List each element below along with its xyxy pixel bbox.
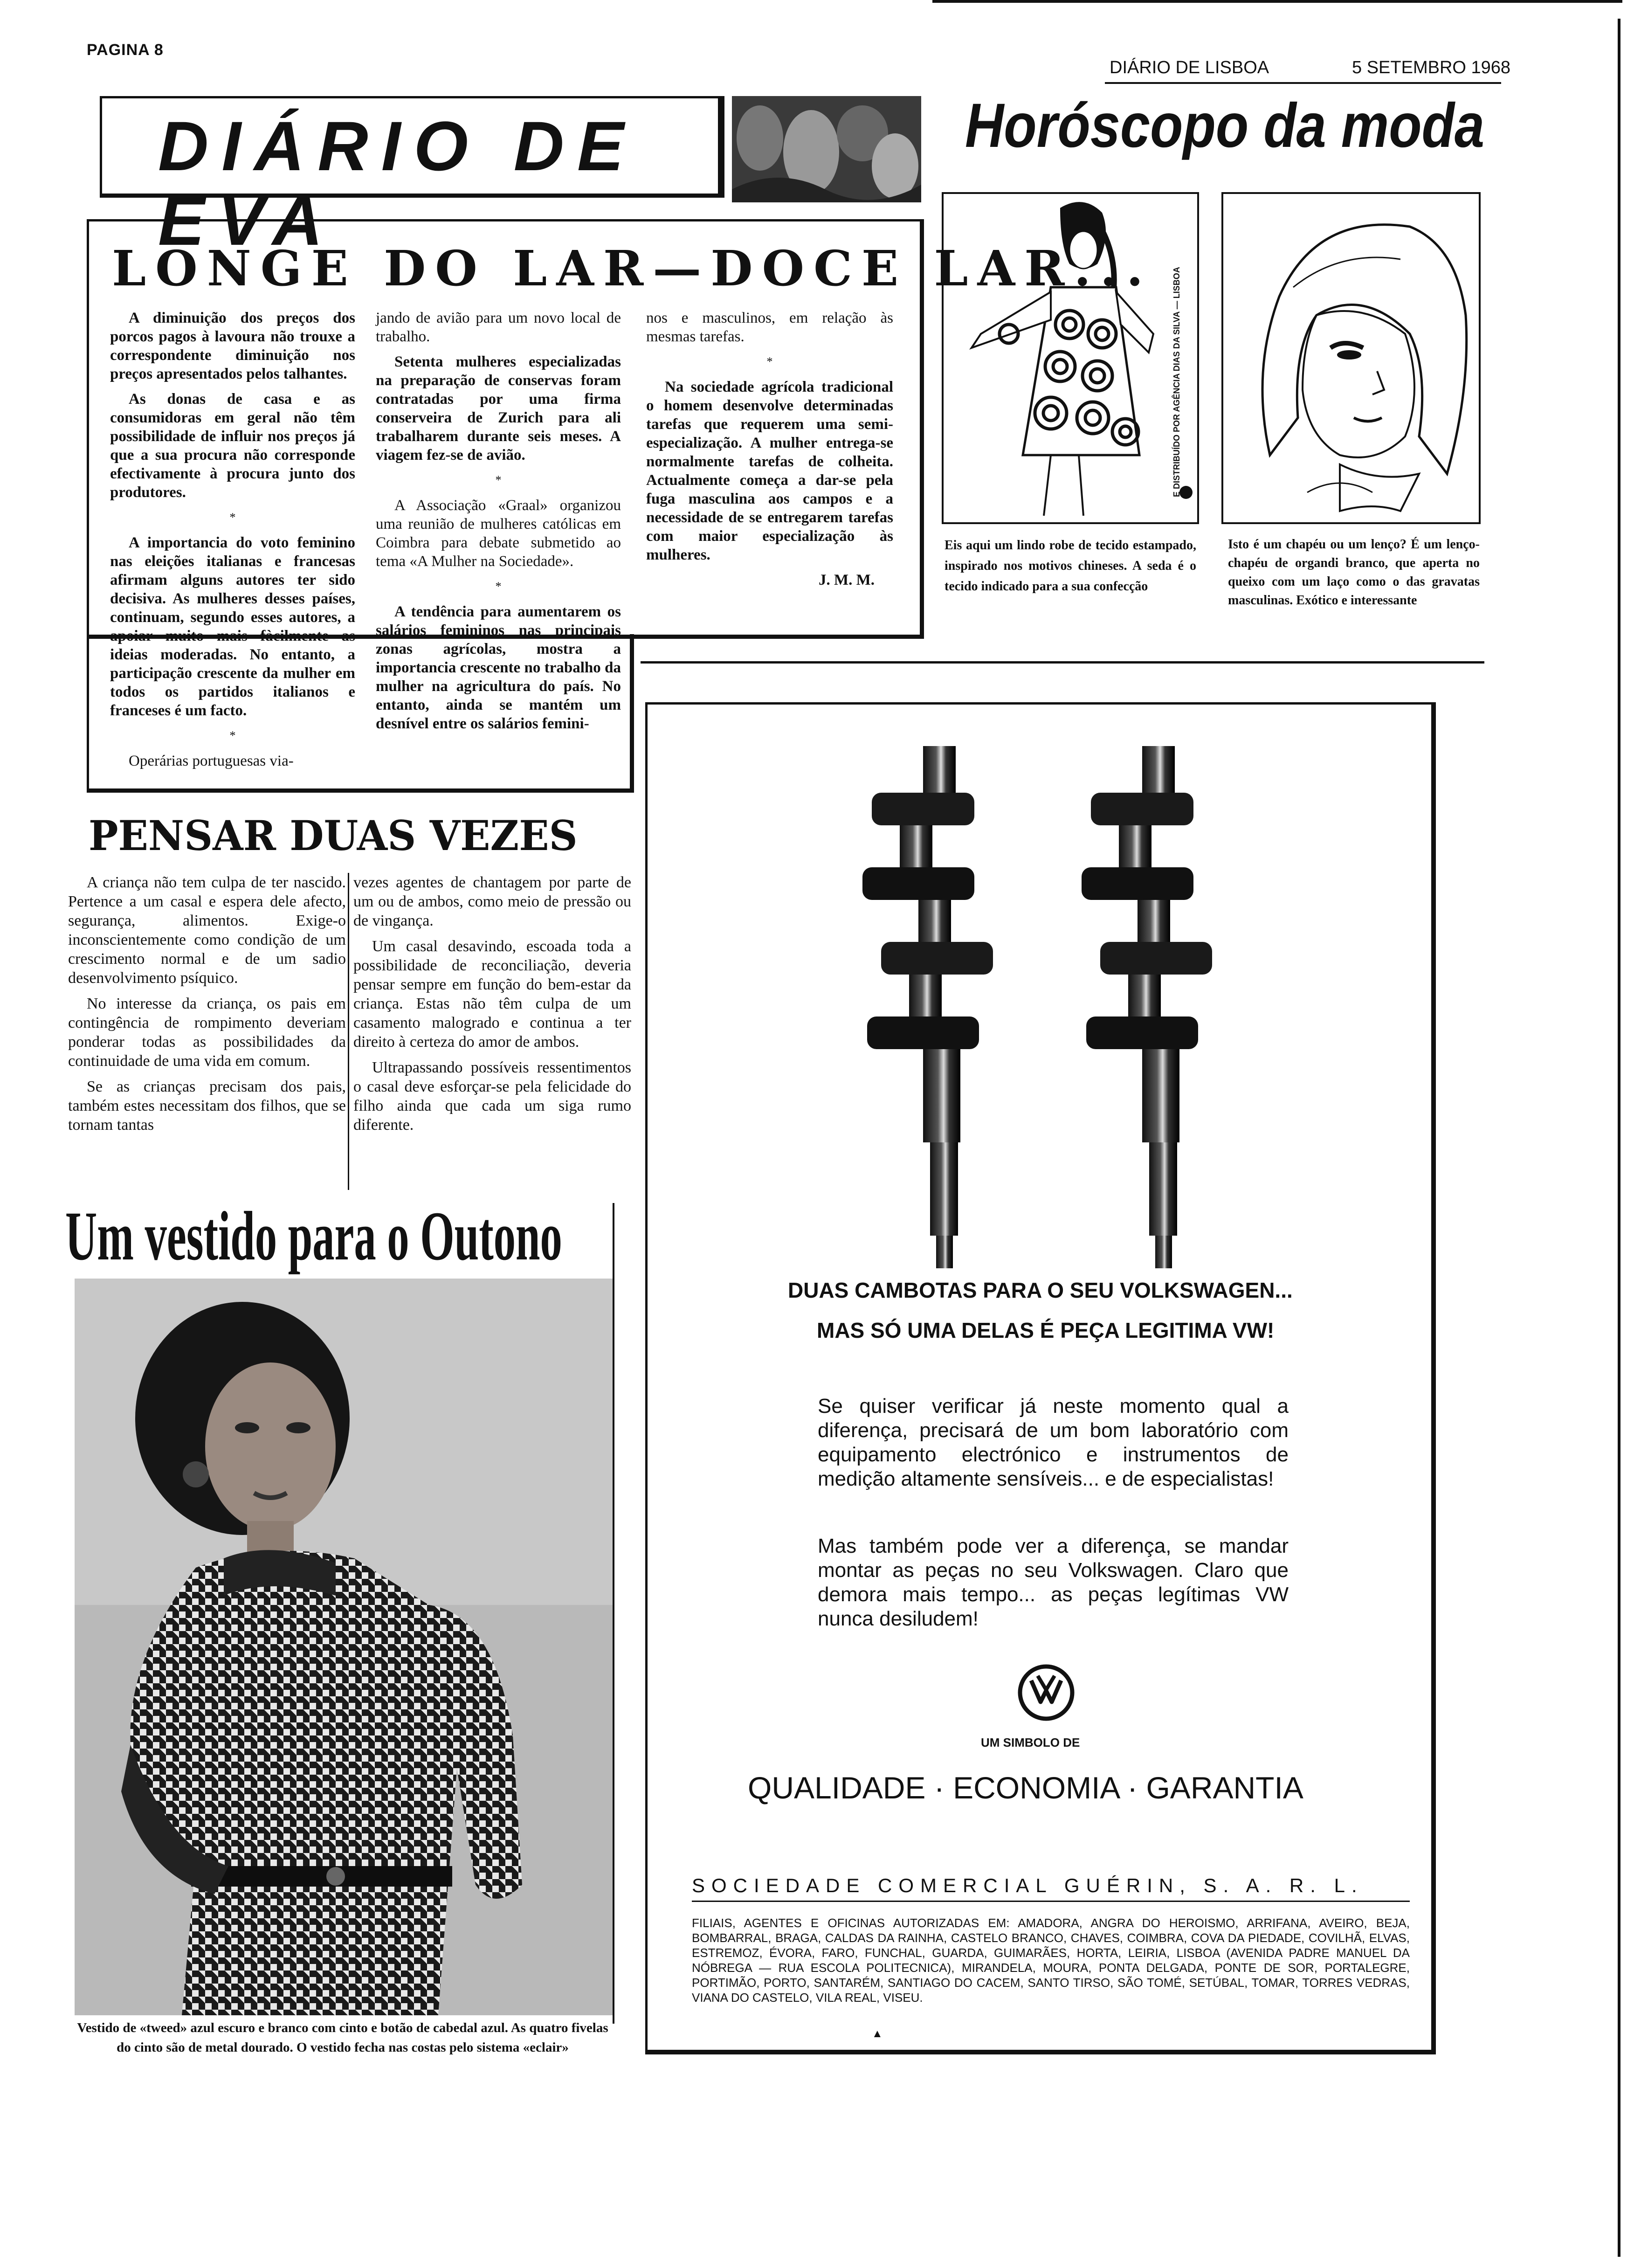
article-pensar-col2: [353, 873, 631, 1141]
header-rule: [1105, 82, 1501, 84]
paragraph: As donas de casa e as consumidoras em geral não têm possibilidade de influir nos preços já que a sua procura não corresponde efectivamente à procura junto dos produtores.: [110, 391, 355, 501]
separator-star: *: [229, 729, 236, 742]
banner-figures-image: [732, 96, 921, 202]
paragraph: Operárias portuguesas via-: [129, 753, 294, 769]
page-bottom-edge: [1618, 19, 1620, 2257]
ad-paragraph-1: Se quiser verificar já neste momento qual a diferença, precisará de um bom laboratório com equipamento electrónico e instrumentos de medição altamente sensíveis... e de especialistas!: [818, 1395, 1289, 1490]
article-vestido-title: Um vestido para o Outono: [65, 1197, 562, 1275]
paragraph: A importancia do voto feminino nas eleições italianas e francesas afirmam alguns autores ter sido decisiva. As mulheres desses países, continuam, segundo esses autores, a apoiar muito mais fàcilmente as ideias moderadas. No entanto, a participação crescente da mulher em todos os partidos italianos e franceses é um facto.: [110, 534, 355, 719]
dress-model-image: [75, 1279, 613, 2015]
paragraph: jando de avião para um novo local de trabalho.: [376, 310, 621, 345]
horoscope-bottom-rule: [641, 661, 1484, 664]
article-longe-col1: [110, 309, 355, 777]
hat-caption: Isto é um chapéu ou um lenço? É um lenço-chapéu de organdi branco, que aperta no queixo com um laço como o das gravatas masculinas. Exótico e interessante: [1228, 537, 1480, 608]
paragraph: Na sociedade agrícola tradicional o homem desenvolve determinadas tarefas que requerem uma semi-especialização. A mulher entrega-se normalmente tarefas de colheita. Actualmente começa a dar-se pela fuga masculina aos campos e a necessidade de se entregarem tarefas com maior especialização às mulheres.: [646, 379, 893, 563]
vw-logo-icon: [1017, 1664, 1075, 1722]
paragraph: nos e masculinos, em relação às mesmas tarefas.: [646, 310, 893, 345]
dress-photo: [75, 1279, 613, 2015]
dress-caption: Vestido de «tweed» azul escuro e branco com cinto e botão de cabedal azul. As quatro fivelas do cinto são de metal dourado. O vestido fecha nas costas pelo sistema «eclair»: [77, 2020, 608, 2055]
article-longe-title: LONGE DO LAR—DOCE LAR...: [112, 240, 1153, 297]
horoscope-title: Horóscopo da moda: [965, 91, 1485, 160]
photo-right-rule: [613, 1203, 614, 2024]
hat-drawing: [1223, 194, 1479, 522]
paragraph: Um casal desavindo, escoada toda a possibilidade de reconciliação, deveria pensar sempre em função do bem-estar da criança. Estas não têm culpa de um casamento malogrado e continua a ter direito à certeza do amor de ambos.: [353, 938, 631, 1051]
ad-paragraph-2: Mas também pode ver a diferença, se mandar montar as peças no seu Volkswagen. Claro que demora mais tempo... as peças legítimas VW nunca desiludem!: [818, 1535, 1289, 1630]
robe-caption: Eis aqui um lindo robe de tecido estampado, inspirado nos motivos chineses. A seda é o tecido indicado para a sua confecção: [945, 538, 1196, 594]
paragraph: A diminuição dos preços dos porcos pagos à lavoura não trouxe a correspondente diminuição nos preços apresentados pelos talhantes.: [110, 310, 355, 382]
column-divider: [348, 873, 349, 1190]
paragraph: A Associação «Graal» organizou uma reunião de mulheres católicas em Coimbra para debate submetido ao tema «A Mulher na Sociedade».: [376, 497, 621, 570]
separator-star: *: [495, 580, 502, 593]
paragraph: A criança não tem culpa de ter nascido. Pertence a um casal e espera dele afecto, segurança, alimentos. Exige-o inconscientemente como condição de um crescimento normal e de um sadio desenvolvimento psíquico.: [68, 874, 346, 987]
paragraph: vezes agentes de chantagem por parte de um ou de ambos, como meio de pressão ou de vingança.: [353, 874, 631, 929]
crankshaft-right: [1082, 746, 1212, 1268]
company-underline: [692, 1901, 1410, 1902]
paragraph: Ultrapassando possíveis ressentimentos o casal deve esforçar-se pela felicidade do filho ainda que cada um siga rumo diferente.: [353, 1059, 631, 1134]
ad-headline-2: MAS SÓ UMA DELAS É PEÇA LEGITIMA VW!: [817, 1318, 1275, 1342]
article-pensar-col1: [68, 873, 346, 1141]
section-title: DIÁRIO DE EVA: [158, 107, 637, 260]
page-number: PAGINA 8: [87, 41, 164, 59]
separator-star: *: [229, 511, 236, 524]
top-edge-rule: [932, 0, 1622, 3]
paragraph: No interesse da criança, os pais em contingência de rompimento deveriam ponderar todas as possibilidades da continuidade de uma vida em comum.: [68, 995, 346, 1070]
author-signature: J. M. M.: [818, 572, 875, 588]
article-longe-col3: [646, 309, 893, 596]
crankshaft-images: [848, 737, 1268, 1296]
paragraph: Setenta mulheres especializadas na preparação de conservas foram contratadas por uma firma conserveira de Zurich para ali trabalharem durante seis meses. A viagem fez-se de avião.: [376, 353, 621, 463]
ad-slogan: QUALIDADE · ECONOMIA · GARANTIA: [748, 1770, 1303, 1805]
issue-date: 5 SETEMBRO 1968: [1352, 58, 1511, 77]
photo-credit: E DISTRIBUÍDO POR AGÊNCIA DIAS DA SILVA — LISBOA: [1172, 267, 1181, 497]
ad-headline-1: DUAS CAMBOTAS PARA O SEU VOLKSWAGEN...: [788, 1278, 1293, 1302]
separator-star: *: [766, 355, 773, 368]
paragraph: A tendência para aumentarem os salários femininos nas principais zonas agrícolas, mostra a importancia crescente no trabalho da mulher na agricultura do país. No entanto, ainda se mantém um desnível entre os salários femini-: [376, 603, 621, 732]
article-longe-col2: [376, 309, 621, 740]
ad-footer-mark: ▲: [872, 2027, 883, 2040]
hat-illustration: [1221, 192, 1481, 524]
newspaper-name: DIÁRIO DE LISBOA: [1110, 58, 1269, 77]
separator-star: *: [495, 473, 502, 487]
article-pensar-title: PENSAR DUAS VEZES: [89, 811, 578, 860]
ad-branches: FILIAIS, AGENTES E OFICINAS AUTORIZADAS EM: AMADORA, ANGRA DO HEROISMO, ARRIFANA, AVEIRO, BEJA, BOMBARRAL, BRAGA, CALDAS DA RAINHA, CASTELO BRANCO, CHAVES, COIMBRA, COVA DA PIEDADE, COVILHÃ, ELVAS, ESTREMOZ, ÉVORA, FARO, FUNCHAL, GUARDA, GUIMARÃES, HORTA, LEIRIA, LISBOA (AVENIDA PADRE MANUEL DA NÓBREGA — RUA ESCOLA POLITECNICA), MIRANDELA, MOURA, PONTA DELGADA, PONTE DE SOR, PORTALEGRE, PORTIMÃO, PORTO, SANTARÉM, SANTIAGO DO CACEM, SANTO TIRSO, SÃO TOMÉ, SETÚBAL, TOMAR, TORRES VEDRAS, VIANA DO CASTELO, VILA REAL, VISEU.: [692, 1916, 1410, 2005]
ad-company: SOCIEDADE COMERCIAL GUÉRIN, S. A. R. L.: [692, 1874, 1364, 1896]
ad-symbol-label: UM SIMBOLO DE: [981, 1736, 1080, 1749]
paragraph: Se as crianças precisam dos pais, também estes necessitam dos filhos, que se tornam tantas: [68, 1078, 346, 1134]
crankshaft-left: [862, 746, 993, 1268]
banner-picture: [732, 96, 921, 202]
section-banner: [100, 96, 724, 260]
